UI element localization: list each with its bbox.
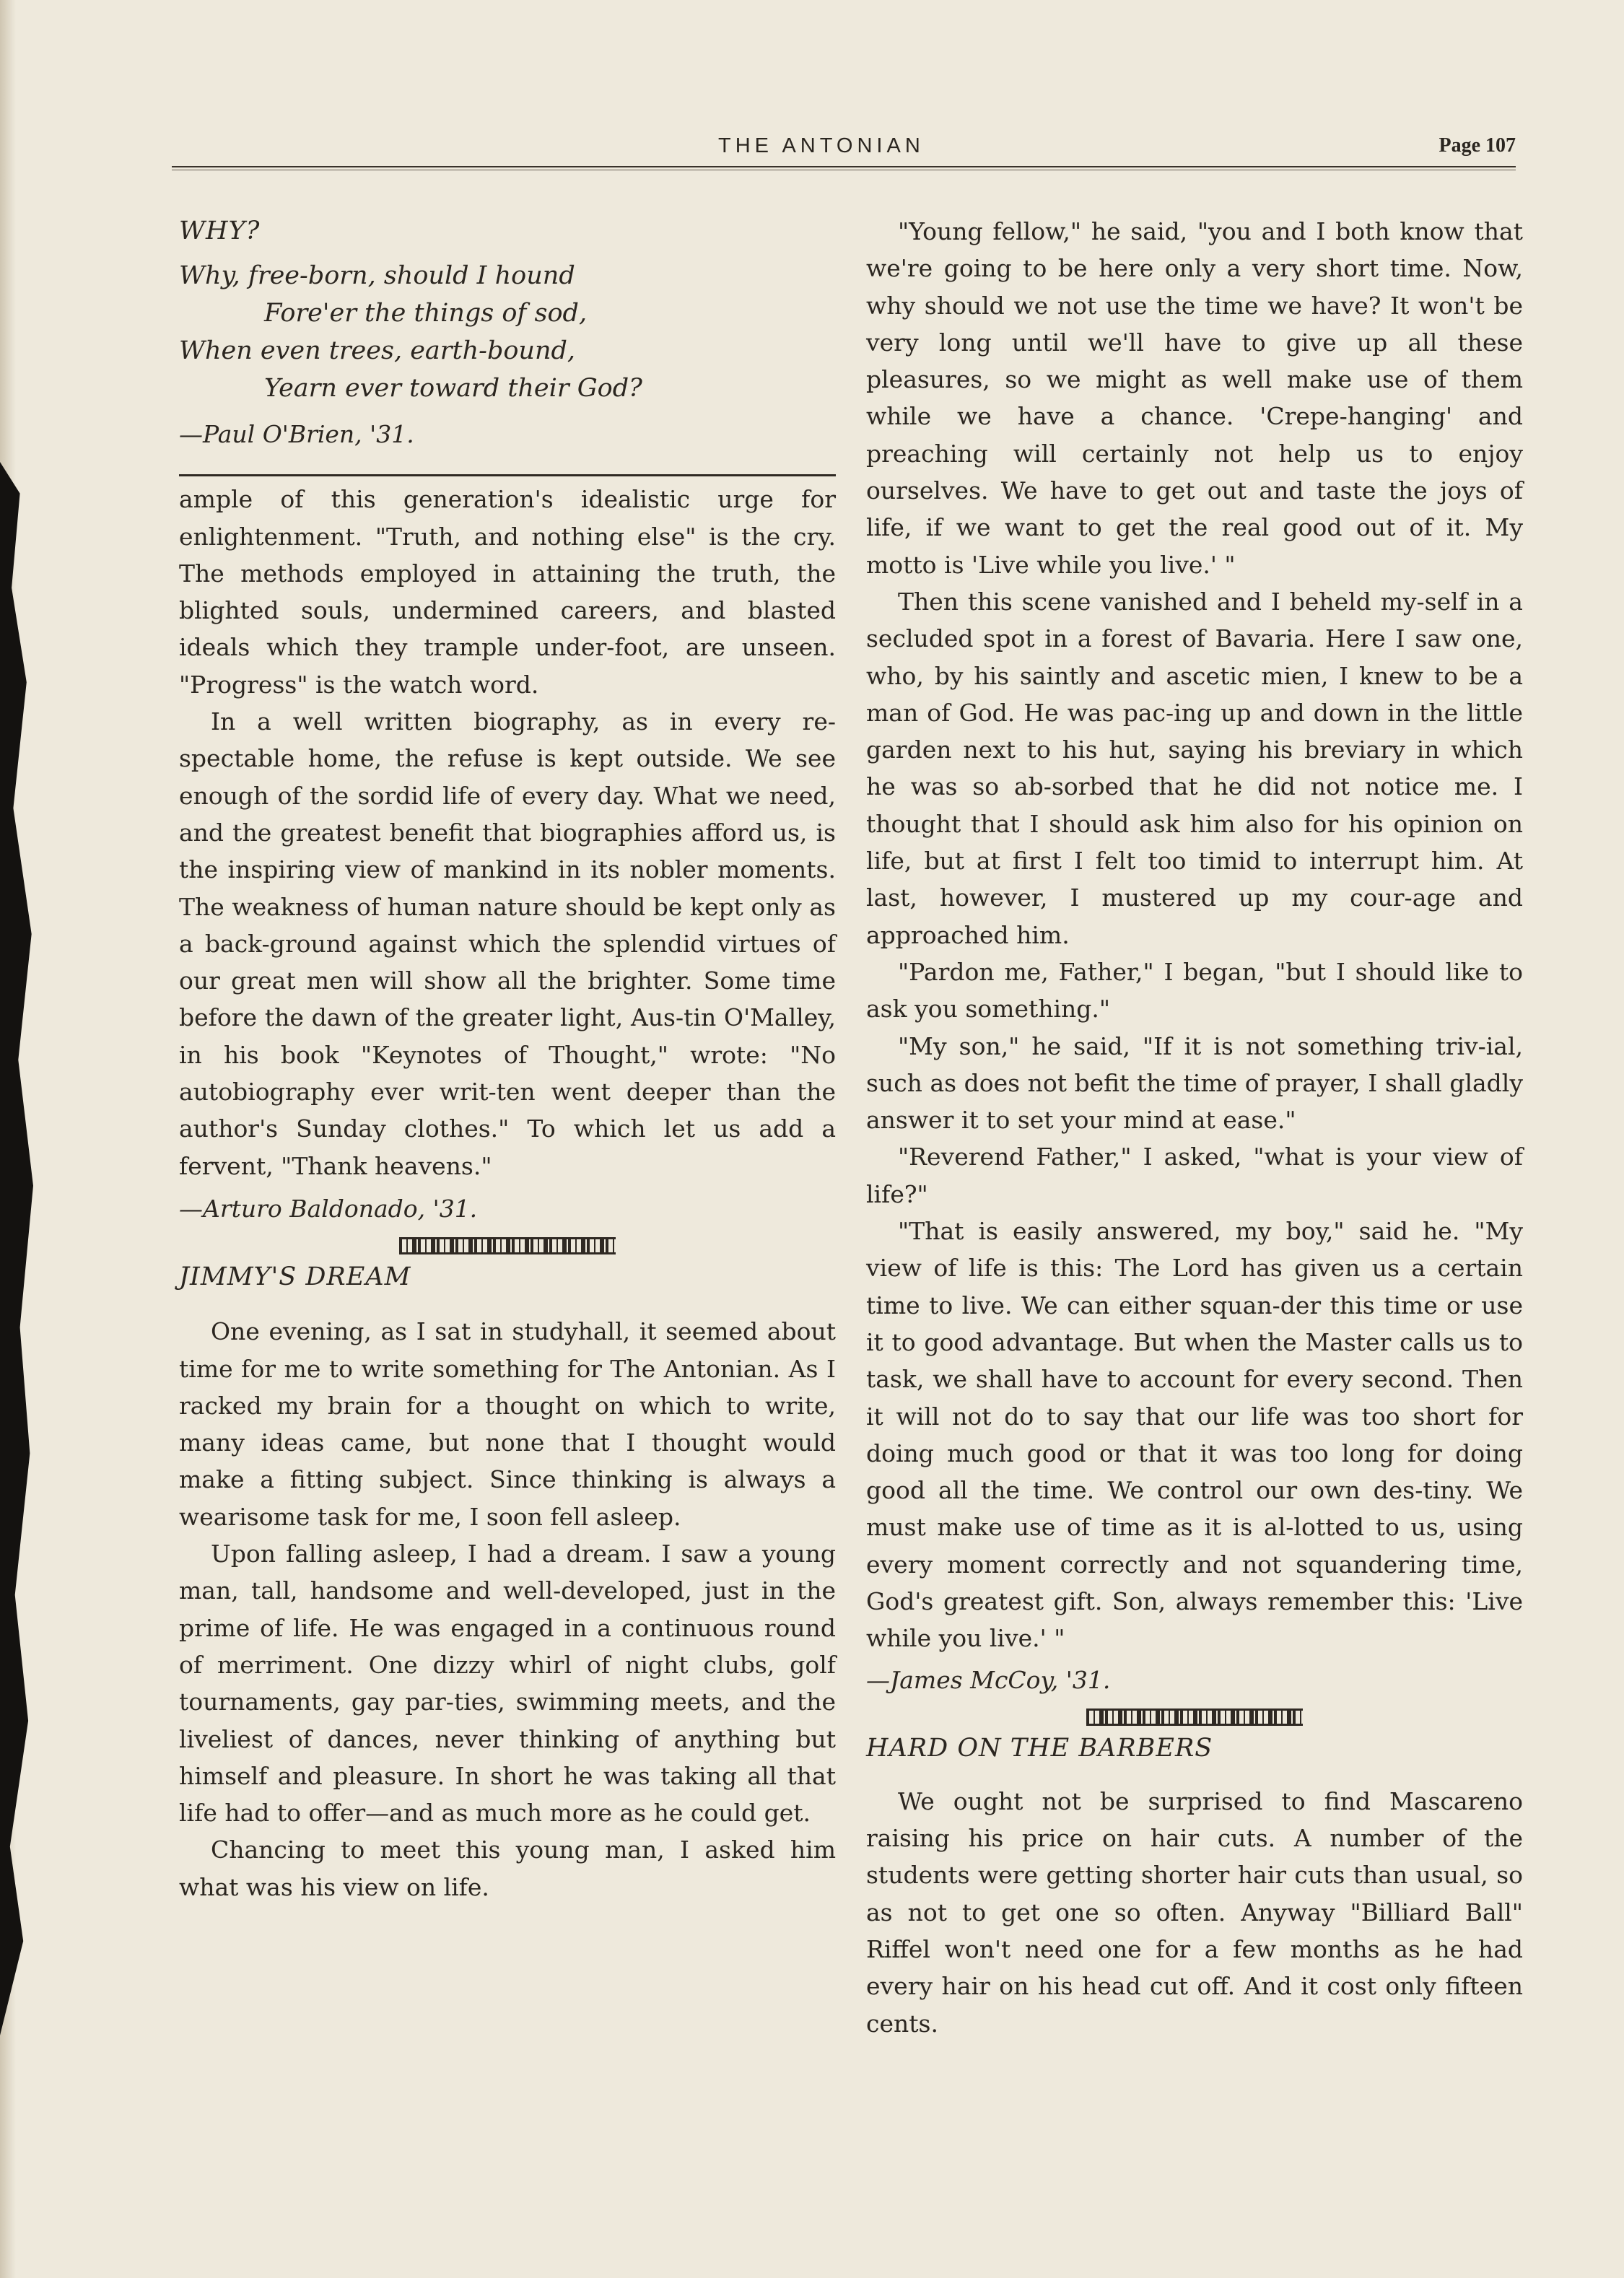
paragraph: Chancing to meet this young man, I asked him what was his view on life. <box>179 1836 836 1901</box>
paragraph: Then this scene vanished and I beheld my-self in a secluded spot in a forest of Bavaria. Here I saw one, who, by his saintly and ascetic mien, I knew to be a man of God. He was pac-ing up and down in the little garden next to his hut, saying his breviary in which he was so ab-sorbed that he did not notice me. I thought that I should ask him also for his opinion on life, but at first I felt too timid to interrupt him. At last, however, I mustered up my cour-age and approached him. <box>866 587 1523 949</box>
poem-signature: —Paul O'Brien, '31. <box>179 420 414 448</box>
greek-key-ornament <box>399 1237 616 1254</box>
greek-key-ornament <box>1086 1708 1303 1726</box>
paragraph: One evening, as I sat in studyhall, it seemed about time for me to write something for The Antonian. As I racked my brain for a thought on which to write, many ideas came, but none that I thought would make a fitting subject. Since thinking is always a wearisome task for me, I soon fell asleep. <box>179 1317 836 1531</box>
header-rule <box>172 166 1516 170</box>
poem-line: Why, free-born, should I hound <box>179 261 575 290</box>
paragraph: "Young fellow," he said, "you and I both know that we're going to be here only a very short time. Now, why should we not use the time we have? It won't be very long until we'll have to give up all these pleasures, so we might as well make use of them while we have a chance. 'Crepe-hanging' and preaching will certainly not help us to enjoy ourselves. We have to get out and taste the joys of life, if we want to get the real good out of it. My motto is 'Live while you live.' " <box>866 217 1523 579</box>
right-column <box>866 213 1523 2042</box>
paragraph: We ought not be surprised to find Mascareno raising his price on hair cuts. A number of the students were getting shorter hair cuts than usual, so as not to get one so often. Anyway "Billiard Ball" Riffel won't need one for a few months as he had every hair on his head cut off. And it cost only fifteen cents. <box>866 1786 1523 2038</box>
paragraph: "Pardon me, Father," I began, "but I should like to ask you something." <box>866 957 1523 1024</box>
paragraph: "That is easily answered, my boy," said he. "My view of life is this: The Lord has given us a certain time to live. We can either squan-der this time or use it to good advantage. But when the Master calls us to task, we shall have to account for every second. Then it will not do to say that our life was too short for doing much good or that it was too long for doing good all the time. We control our own des-tiny. We must make use of time as it is al-lotted to us, using every moment correctly and not squandering time, God's greatest gift. Son, always remember this: 'Live while you live.' " <box>866 1217 1523 1653</box>
poem-line: Fore'er the things of sod, <box>264 299 588 328</box>
article-title: HARD ON THE BARBERS <box>866 1733 1213 1763</box>
paragraph: In a well written biography, as in every re-spectable home, the refuse is kept outside. We see enough of the sordid life of every day. What we need, and the greatest benefit that biographies afford us, is the inspiring view of mankind in its nobler moments. The weakness of human nature should be kept only as a back-ground against which the splendid virtues of our great men will show all the brighter. Some time before the dawn of the greater light, Aus-tin O'Malley, in his book "Keynotes of Thought," wrote: "No autobiography ever writ-ten went deeper than the author's Sunday clothes." To which let us add a fervent, "Thank heavens." <box>179 707 836 1180</box>
ornament-divider <box>179 1237 836 1259</box>
section-divider <box>179 474 836 476</box>
paragraph: "My son," he said, "If it is not something triv-ial, such as does not befit the time of prayer, I shall gladly answer it to set your mind at ease." <box>866 1031 1523 1135</box>
paragraph: ample of this generation's idealistic urge for enlightenment. "Truth, and nothing else" is the cry. The methods employed in attaining the truth, the blighted souls, undermined careers, and blasted ideals which they trample under-foot, are unseen. "Progress" is the watch word. <box>179 485 836 699</box>
poem-title: WHY? <box>179 217 261 245</box>
poem-line: When even trees, earth-bound, <box>179 336 576 365</box>
left-column <box>179 213 836 1906</box>
publication-title: THE ANTONIAN <box>718 134 925 157</box>
article-signature: —Arturo Baldonado, '31. <box>179 1194 478 1223</box>
poem <box>179 257 836 407</box>
torn-page-edge <box>0 462 33 2035</box>
article-title: JIMMY'S DREAM <box>179 1262 411 1292</box>
paragraph: Upon falling asleep, I had a dream. I saw a young man, tall, handsome and well-developed, just in the prime of life. He was engaged in a continuous round of merriment. One dizzy whirl of night clubs, golf tournaments, gay par-ties, swimming meets, and the liveliest of dances, never thinking of anything but himself and pleasure. In short he was taking all that life had to offer—and as much more as he could get. <box>179 1540 836 1828</box>
poem-line: Yearn ever toward their God? <box>264 374 642 403</box>
page-number: Page 107 <box>1439 134 1516 157</box>
paragraph: "Reverend Father," I asked, "what is your view of life?" <box>866 1143 1523 1208</box>
ornament-divider <box>866 1708 1523 1730</box>
article-signature: —James McCoy, '31. <box>866 1665 1111 1694</box>
running-header <box>172 134 1516 170</box>
